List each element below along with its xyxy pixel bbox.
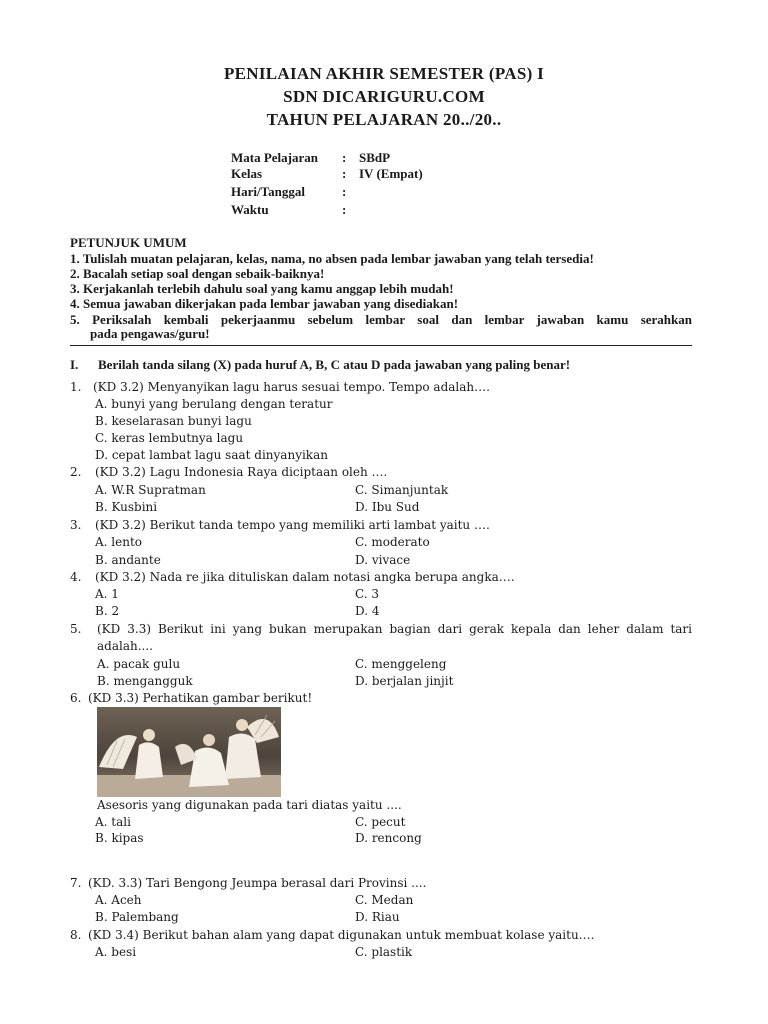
answer-option: A. 1	[95, 587, 119, 601]
answer-option: C. moderato	[355, 535, 430, 549]
identity-colon: :	[342, 166, 347, 181]
answer-option: C. pecut	[355, 815, 406, 829]
question-text-continued: Asesoris yang digunakan pada tari diatas yaitu ....	[97, 798, 402, 812]
academic-year: TAHUN PELAJARAN 20../20..	[266, 110, 502, 129]
answer-option: C. 3	[355, 587, 380, 601]
question-number: 6.	[70, 691, 82, 705]
question-text: (KD 3.4) Berikut bahan alam yang dapat digunakan untuk membuat kolase yaitu….	[88, 928, 595, 942]
identity-label: Mata Pelajaran	[231, 150, 319, 165]
answer-option: D. 4	[355, 604, 380, 618]
answer-option: D. Ibu Sud	[355, 500, 420, 514]
answer-option: A. W.R Supratman	[95, 483, 206, 497]
question-text-continued: adalah....	[97, 639, 153, 653]
divider-line	[70, 345, 692, 346]
answer-option: A. Aceh	[95, 893, 142, 907]
instruction-item: 2. Bacalah setiap soal dengan sebaik-baiknya!	[70, 266, 325, 281]
answer-option: C. Medan	[355, 893, 414, 907]
answer-option: B. andante	[95, 553, 161, 567]
instruction-item: 4. Semua jawaban dikerjakan pada lembar jawaban yang disediakan!	[70, 296, 459, 311]
school-name: SDN DICARIGURU.COM	[283, 87, 485, 106]
instruction-item-continued: pada pengawas/guru!	[90, 326, 210, 341]
identity-label: Kelas	[231, 166, 263, 181]
answer-option: D. vivace	[355, 553, 411, 567]
question-number: 1.	[70, 380, 82, 394]
question-text: (KD. 3.3) Tari Bengong Jeumpa berasal dari Provinsi ....	[88, 876, 427, 890]
question-number: 7.	[70, 876, 82, 890]
question-text: (KD 3.2) Berikut tanda tempo yang memiliki arti lambat yaitu ….	[95, 518, 490, 532]
question-text: (KD 3.2) Nada re jika dituliskan dalam notasi angka berupa angka….	[95, 570, 515, 584]
instruction-item: 1. Tulislah muatan pelajaran, kelas, nama, no absen pada lembar jawaban yang telah tersedia!	[70, 251, 594, 266]
dance-photo-icon	[97, 707, 281, 797]
instruction-item: 3. Kerjakanlah terlebih dahulu soal yang kamu anggap lebih mudah!	[70, 281, 454, 296]
identity-label: Hari/Tanggal	[231, 184, 305, 199]
answer-option: B. 2	[95, 604, 120, 618]
answer-option: A. bunyi yang berulang dengan teratur	[95, 397, 333, 411]
answer-option: A. besi	[95, 945, 137, 959]
answer-option: C. keras lembutnya lagu	[95, 431, 244, 445]
answer-option: B. keselarasan bunyi lagu	[95, 414, 252, 428]
question-text: (KD 3.3) Berikut ini yang bukan merupakan bagian dari gerak kepala dan leher dalam tari	[97, 622, 692, 636]
answer-option: A. lento	[95, 535, 143, 549]
question-text: (KD 3.3) Perhatikan gambar berikut!	[88, 691, 313, 705]
exam-title: PENILAIAN AKHIR SEMESTER (PAS) I	[223, 64, 545, 83]
identity-label: Waktu	[231, 202, 269, 217]
section-number: I.	[70, 357, 79, 372]
answer-option: B. kipas	[95, 831, 144, 845]
answer-option: B. mengangguk	[97, 674, 193, 688]
question-text: (KD 3.2) Menyanyikan lagu harus sesuai tempo. Tempo adalah….	[93, 380, 490, 394]
answer-option: D. Riau	[355, 910, 400, 924]
identity-value: SBdP	[359, 150, 391, 165]
answer-option: B. Palembang	[95, 910, 179, 924]
answer-option: C. menggeleng	[355, 657, 447, 671]
answer-option: D. cepat lambat lagu saat dinyanyikan	[95, 448, 328, 462]
answer-option: B. Kusbini	[95, 500, 158, 514]
answer-option: D. rencong	[355, 831, 422, 845]
question-number: 3.	[70, 518, 82, 532]
question-number: 8.	[70, 928, 82, 942]
question-text: (KD 3.2) Lagu Indonesia Raya diciptaan oleh ….	[95, 465, 388, 479]
instructions-title: PETUNJUK UMUM	[70, 235, 187, 250]
identity-colon: :	[342, 202, 347, 217]
answer-option: C. Simanjuntak	[355, 483, 449, 497]
answer-option: D. berjalan jinjit	[355, 674, 454, 688]
question-number: 4.	[70, 570, 82, 584]
section-instruction: Berilah tanda silang (X) pada huruf A, B, C atau D pada jawaban yang paling benar!	[98, 357, 571, 372]
answer-option: A. tali	[95, 815, 131, 829]
identity-value: IV (Empat)	[359, 166, 423, 181]
identity-colon: :	[342, 150, 347, 165]
question-number: 5.	[70, 622, 82, 636]
answer-option: A. pacak gulu	[97, 657, 181, 671]
question-number: 2.	[70, 465, 82, 479]
answer-option: C. plastik	[355, 945, 413, 959]
instruction-item: 5. Periksalah kembali pekerjaanmu sebelum lembar soal dan lembar jawaban kamu serahkan	[70, 312, 692, 327]
identity-colon: :	[342, 184, 347, 199]
